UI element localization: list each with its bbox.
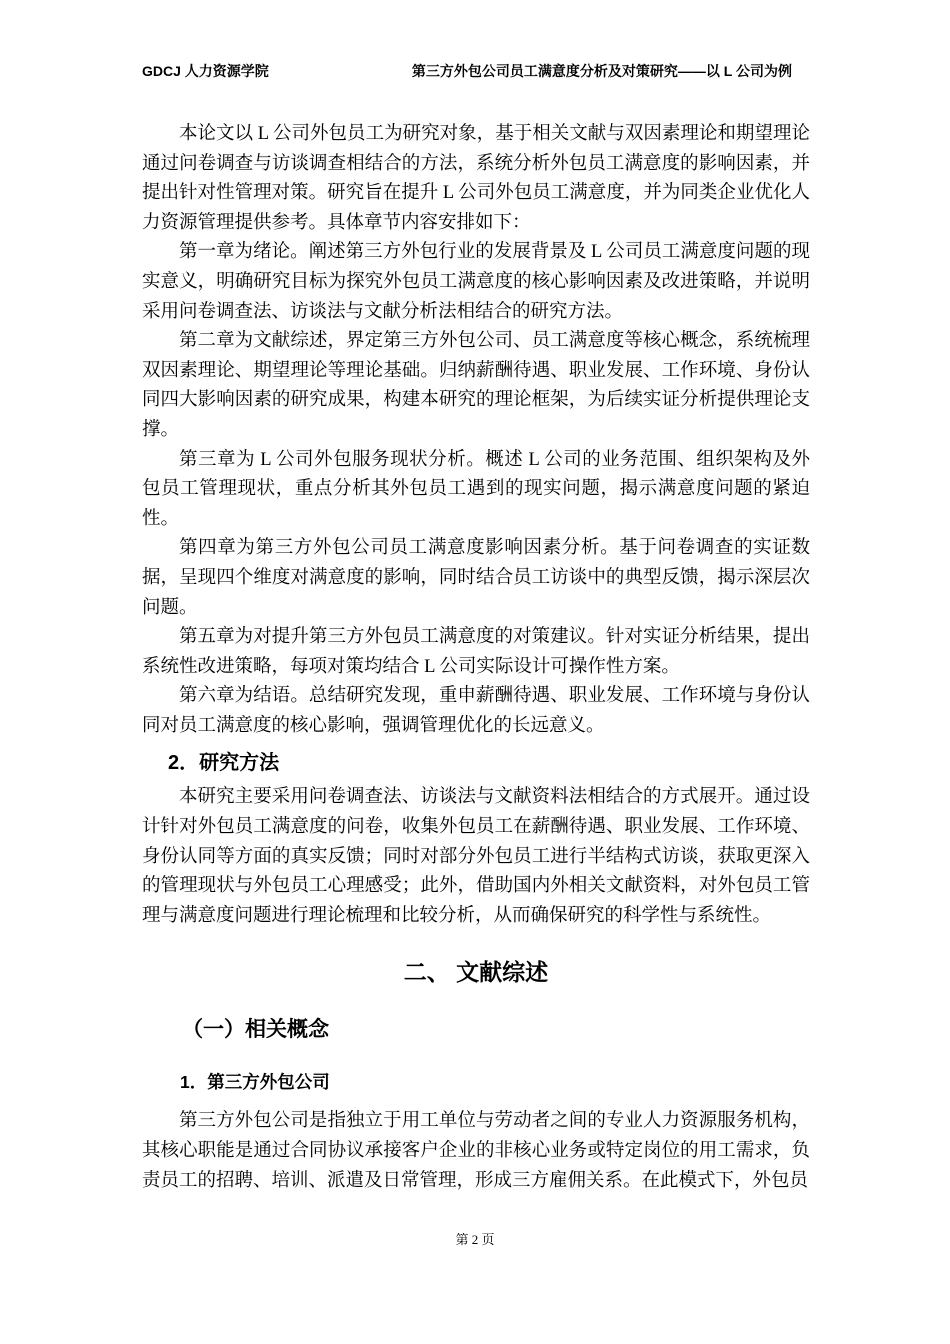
paragraph-research-method: 本研究主要采用问卷调查法、访谈法与文献资料法相结合的方式展开。通过设计针对外包员工满意度的问卷，收集外包员工在薪酬待遇、职业发展、工作环境、身份认同等方面的真实反馈；同时对部分外包员工进行半结构式访谈，获取更深入的管理现状与外包员工心理感受；此外，借助国内外相关文献资料，对外包员工管理与满意度问题进行理论梳理和比较分析，从而确保研究的科学性与系统性。 [142,787,810,926]
heading-section-related-concepts: （一）相关概念 [182,1018,329,1042]
heading-chapter-literature-review: 二、 文献综述 [403,959,549,986]
paragraph-overview-1: 本论文以 L 公司外包员工为研究对象，基于相关文献与双因素理论和期望理论通过问卷调查与访谈调查相结合的方法，系统分析外包员工满意度的影响因素，并提出针对性管理对策。研究旨在提升 L 公司外包员工满意度，并为同类企业优化人力资源管理提供参考。具体章节内容安排如下： [142,124,810,233]
page-number: 第 2 页 [455,1232,495,1247]
paragraph-chapter6-summary: 第六章为结语。总结研究发现，重申薪酬待遇、职业发展、工作环境与身份认同对员工满意度的核心影响，强调管理优化的长远意义。 [142,686,810,736]
heading-research-method: 2．研究方法 [168,752,280,775]
paragraph-chapter5-summary: 第五章为对提升第三方外包员工满意度的对策建议。针对实证分析结果，提出系统性改进策略，每项对策均结合 L 公司实际设计可操作性方案。 [142,627,810,677]
paragraph-outsourcing-definition: 第三方外包公司是指独立于用工单位与劳动者之间的专业人力资源服务机构，其核心职能是通过合同协议承接客户企业的非核心业务或特定岗位的用工需求，负责员工的招聘、培训、派遣及日常管理，形成三方雇佣关系。在此模式下，外包员 [142,1111,810,1191]
page-footer [0,1231,950,1249]
paragraph-chapter4-summary: 第四章为第三方外包公司员工满意度影响因素分析。基于问卷调查的实证数据，呈现四个维度对满意度的影响，同时结合员工访谈中的典型反馈，揭示深层次问题。 [142,538,810,618]
paragraph-chapter1-summary: 第一章为绪论。阐述第三方外包行业的发展背景及 L 公司员工满意度问题的现实意义，明确研究目标为探究外包员工满意度的核心影响因素及改进策略，并说明采用问卷调查法、访谈法与文献分析法相结合的研究方法。 [142,242,810,322]
document-body [142,120,810,1196]
page-header [142,62,792,80]
header-institution: GDCJ 人力资源学院 [142,63,269,79]
paragraph-chapter2-summary: 第二章为文献综述，界定第三方外包公司、员工满意度等核心概念，系统梳理双因素理论、期望理论等理论基础。归纳薪酬待遇、职业发展、工作环境、身份认同四大影响因素的研究成果，构建本研究的理论框架，为后续实证分析提供理论支撑。 [142,331,810,440]
paragraph-chapter3-summary: 第三章为 L 公司外包服务现状分析。概述 L 公司的业务范围、组织架构及外包员工管理现状，重点分析其外包员工遇到的现实问题，揭示满意度问题的紧迫性。 [142,449,810,529]
header-document-title: 第三方外包公司员工满意度分析及对策研究——以 L 公司为例 [411,63,792,79]
heading-subsection-third-party-outsourcing: 1．第三方外包公司 [180,1072,330,1093]
